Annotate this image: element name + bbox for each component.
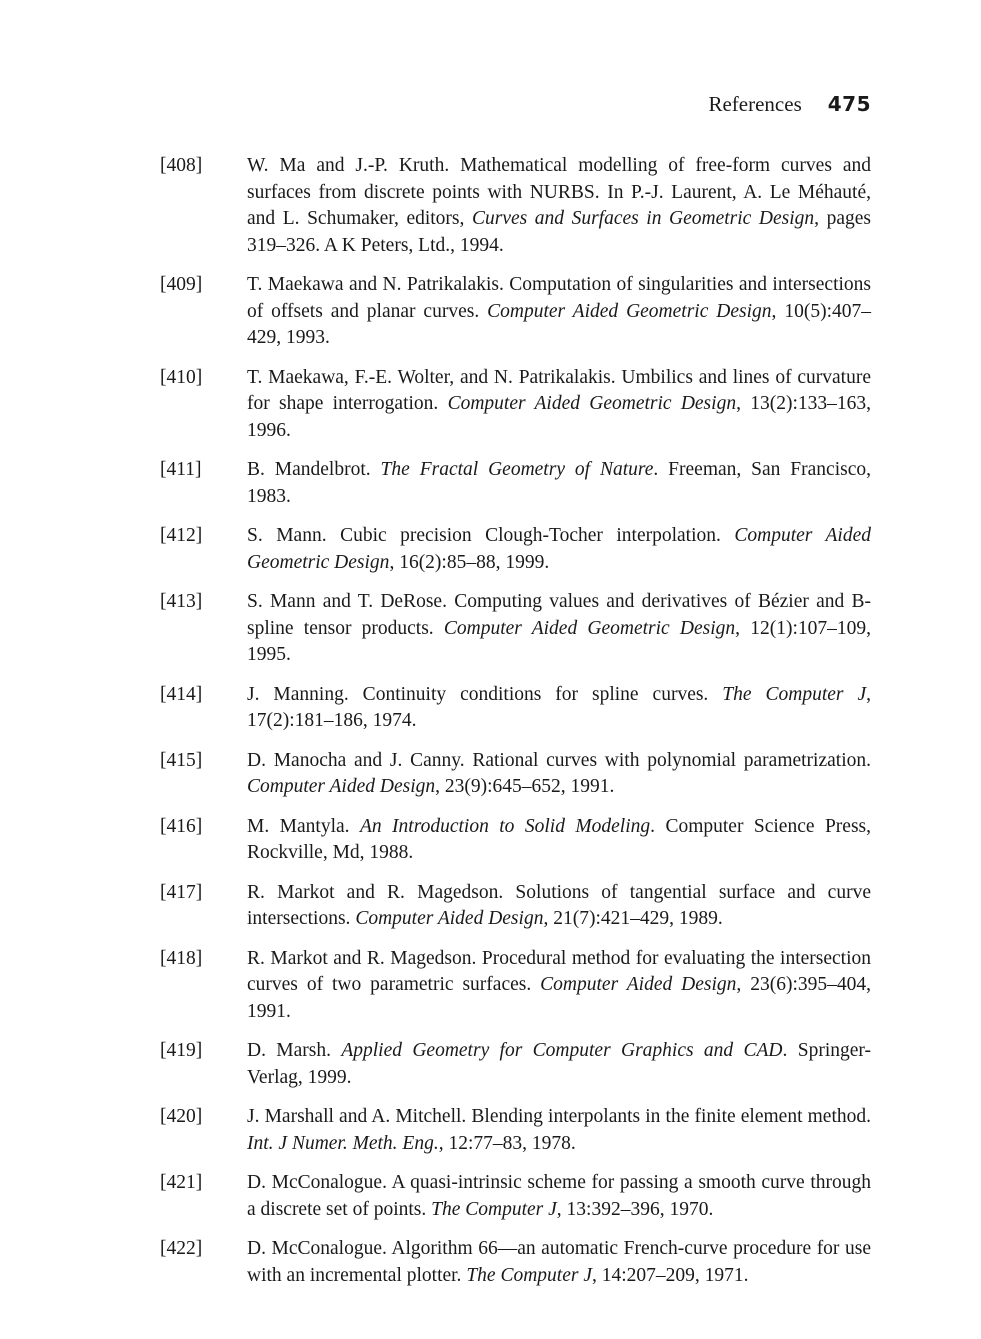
reference-number: [412] bbox=[160, 525, 203, 546]
reference-text bbox=[247, 682, 871, 735]
reference-text bbox=[247, 946, 871, 1026]
reference-number: [417] bbox=[160, 881, 203, 903]
reference-text-segment: J. Manning. Continuity conditions for spline curves. bbox=[247, 683, 723, 705]
reference-text-segment: , 10(5):407–429, 1993. bbox=[247, 300, 871, 348]
reference-entry bbox=[160, 1104, 871, 1157]
reference-text-segment: R. Markot and R. Magedson. Procedural method for evaluating the intersection curves of two parametric surfaces. bbox=[247, 947, 871, 995]
reference-number: [421] bbox=[160, 1172, 203, 1193]
reference-source-title: The Computer J bbox=[466, 1264, 592, 1286]
reference-text-segment: J. Marshall and A. Mitchell. Blending interpolants in the finite element method. bbox=[247, 1106, 871, 1127]
reference-text-segment: D. Marsh. bbox=[247, 1040, 342, 1061]
reference-text bbox=[247, 365, 871, 445]
reference-text bbox=[247, 748, 871, 801]
reference-text bbox=[247, 589, 871, 669]
reference-text-segment: , 21(7):421–429, 1989. bbox=[543, 908, 723, 929]
reference-source-title: Computer Aided Design bbox=[540, 974, 737, 995]
reference-text-segment: , 12(1):107–109, 1995. bbox=[247, 617, 872, 665]
reference-source-title: Computer Aided Geometric Design bbox=[487, 300, 772, 322]
reference-entry bbox=[160, 814, 871, 867]
reference-list bbox=[160, 153, 871, 1302]
reference-text bbox=[247, 272, 871, 352]
reference-text-segment: T. Maekawa, F.-E. Wolter, and N. Patrikalakis. Umbilics and lines of curvature for shape interrogation. bbox=[247, 366, 871, 414]
reference-text-segment: . Freeman, San Francisco, 1983. bbox=[247, 459, 871, 507]
reference-source-title: The Computer J bbox=[722, 683, 867, 705]
reference-text bbox=[247, 1038, 871, 1091]
header-title: References bbox=[708, 92, 802, 116]
reference-number: [408] bbox=[160, 155, 203, 176]
reference-number: [413] bbox=[160, 591, 203, 612]
reference-text-segment: , pages 319–326. A K Peters, Ltd., 1994. bbox=[247, 208, 871, 256]
reference-text-segment: , 23(9):645–652, 1991. bbox=[435, 776, 615, 797]
reference-entry bbox=[160, 523, 871, 576]
reference-entry bbox=[160, 1170, 871, 1223]
reference-text-segment: S. Mann and T. DeRose. Computing values and derivatives of Bézier and B-spline tensor products. bbox=[247, 591, 871, 639]
reference-text-segment: , 14:207–209, 1971. bbox=[591, 1264, 749, 1286]
reference-text-segment: D. Manocha and J. Canny. Rational curves with polynomial parametrization. bbox=[247, 749, 871, 771]
reference-source-title: Computer Aided Geometric Design bbox=[447, 393, 737, 414]
reference-number: [416] bbox=[160, 815, 203, 837]
reference-source-title: Computer Aided Geometric Design bbox=[247, 525, 871, 573]
reference-number: [409] bbox=[160, 274, 203, 295]
reference-text-segment: . Computer Science Press, Rockville, Md, 1988. bbox=[247, 815, 872, 863]
reference-text bbox=[247, 814, 871, 867]
page-number: 475 bbox=[827, 92, 871, 116]
running-header bbox=[160, 92, 871, 120]
reference-text bbox=[247, 153, 871, 259]
reference-text-segment: , 13(2):133–163, 1996. bbox=[247, 393, 872, 441]
reference-text-segment: , 23(6):395–404, 1991. bbox=[247, 974, 871, 1022]
reference-entry bbox=[160, 748, 871, 801]
reference-text-segment: , 17(2):181–186, 1974. bbox=[247, 683, 871, 731]
reference-entry bbox=[160, 589, 871, 669]
reference-number: [422] bbox=[160, 1238, 203, 1259]
reference-text-segment: B. Mandelbrot. bbox=[247, 459, 381, 480]
reference-text bbox=[247, 1170, 871, 1223]
reference-text bbox=[247, 1104, 871, 1157]
reference-text bbox=[247, 1236, 871, 1289]
reference-source-title: Applied Geometry for Computer Graphics and CAD bbox=[341, 1040, 783, 1061]
reference-text-segment: , 12:77–83, 1978. bbox=[438, 1132, 576, 1154]
reference-number: [414] bbox=[160, 683, 203, 705]
reference-text-segment: M. Mantyla. bbox=[247, 815, 360, 837]
reference-entry bbox=[160, 365, 871, 445]
reference-entry bbox=[160, 880, 871, 933]
reference-source-title: Curves and Surfaces in Geometric Design bbox=[471, 208, 815, 229]
reference-number: [420] bbox=[160, 1106, 203, 1127]
reference-text-segment: , 13:392–396, 1970. bbox=[556, 1198, 714, 1220]
reference-number: [411] bbox=[160, 459, 202, 480]
reference-text-segment: S. Mann. Cubic precision Clough-Tocher interpolation. bbox=[247, 525, 735, 546]
reference-source-title: Computer Aided Design bbox=[247, 776, 436, 797]
reference-source-title: Computer Aided Design bbox=[355, 908, 544, 929]
reference-source-title: An Introduction to Solid Modeling bbox=[359, 815, 651, 837]
reference-number: [419] bbox=[160, 1040, 203, 1061]
reference-entry bbox=[160, 1236, 871, 1289]
reference-text-segment: T. Maekawa and N. Patrikalakis. Computation of singularities and intersections of offsets and planar curves. bbox=[247, 274, 871, 322]
reference-text-segment: D. McConalogue. A quasi-intrinsic scheme for passing a smooth curve through a discrete set of points. bbox=[247, 1172, 871, 1220]
reference-number: [418] bbox=[160, 947, 203, 969]
reference-text-segment: W. Ma and J.-P. Kruth. Mathematical modelling of free-form curves and surfaces from discrete points with NURBS. In P.-J. Laurent, A. Le Méhauté, and L. Schumaker, editors, bbox=[247, 155, 871, 229]
reference-entry bbox=[160, 272, 871, 352]
reference-entry bbox=[160, 946, 871, 1026]
reference-entry bbox=[160, 1038, 871, 1091]
reference-text bbox=[247, 457, 871, 510]
reference-source-title: The Computer J bbox=[431, 1198, 557, 1220]
reference-number: [410] bbox=[160, 366, 203, 388]
reference-text-segment: , 16(2):85–88, 1999. bbox=[389, 551, 550, 573]
reference-text-segment: . Springer-Verlag, 1999. bbox=[247, 1040, 871, 1088]
reference-entry bbox=[160, 457, 871, 510]
reference-text-segment: R. Markot and R. Magedson. Solutions of tangential surface and curve intersections. bbox=[247, 881, 871, 929]
reference-source-title: The Fractal Geometry of Nature bbox=[380, 459, 654, 480]
reference-entry bbox=[160, 153, 871, 259]
reference-text-segment: D. McConalogue. Algorithm 66—an automatic French-curve procedure for use with an incremental plotter. bbox=[247, 1238, 871, 1286]
reference-entry bbox=[160, 682, 871, 735]
reference-text bbox=[247, 523, 871, 576]
reference-source-title: Int. J Numer. Meth. Eng. bbox=[247, 1132, 439, 1154]
reference-text bbox=[247, 880, 871, 933]
reference-source-title: Computer Aided Geometric Design bbox=[443, 617, 736, 639]
reference-number: [415] bbox=[160, 749, 203, 771]
